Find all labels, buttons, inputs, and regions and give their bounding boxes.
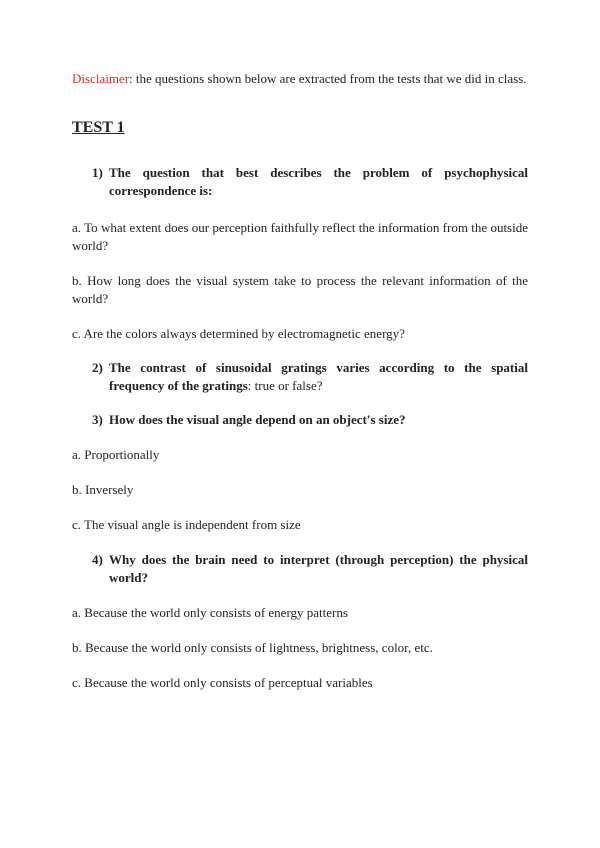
answer-option: a. Because the world only consists of energy patterns bbox=[72, 605, 348, 620]
question-text: Why does the brain need to interpret (through perception) the physical world? bbox=[109, 552, 528, 585]
answer-option: c. Because the world only consists of perceptual variables bbox=[72, 675, 373, 690]
disclaimer-label: Disclaimer bbox=[72, 71, 130, 86]
answer-option: a. To what extent does our perception faithfully reflect the information from the outside world? bbox=[72, 220, 528, 253]
question-number: 3) bbox=[92, 412, 103, 427]
answer-option: b. Because the world only consists of lightness, brightness, color, etc. bbox=[72, 640, 433, 655]
disclaimer-text: : the questions shown below are extracted from the tests that we did in class. bbox=[129, 71, 527, 86]
disclaimer-paragraph bbox=[72, 70, 528, 88]
question-4 bbox=[72, 551, 528, 587]
question-text: The question that best describes the problem of psychophysical correspondence is: bbox=[109, 165, 528, 198]
question-text-wrapper bbox=[109, 359, 528, 395]
question-2 bbox=[72, 359, 528, 395]
answer-option: b. Inversely bbox=[72, 482, 134, 497]
test-title: TEST 1 bbox=[72, 119, 125, 136]
answer-option: c. The visual angle is independent from size bbox=[72, 517, 301, 532]
question-suffix: : true or false? bbox=[247, 378, 323, 393]
question-number: 4) bbox=[92, 552, 103, 567]
question-3 bbox=[72, 411, 528, 429]
question-number: 1) bbox=[92, 165, 103, 180]
question-number: 2) bbox=[92, 360, 103, 375]
question-text: How does the visual angle depend on an object's size? bbox=[109, 412, 406, 427]
question-1 bbox=[72, 164, 528, 200]
answer-option: b. How long does the visual system take to process the relevant information of the world? bbox=[72, 273, 528, 306]
answer-option: c. Are the colors always determined by electromagnetic energy? bbox=[72, 326, 405, 341]
answer-option: a. Proportionally bbox=[72, 447, 160, 462]
question-text: The contrast of sinusoidal gratings varies according to the spatial frequency of the gratings bbox=[109, 360, 528, 393]
